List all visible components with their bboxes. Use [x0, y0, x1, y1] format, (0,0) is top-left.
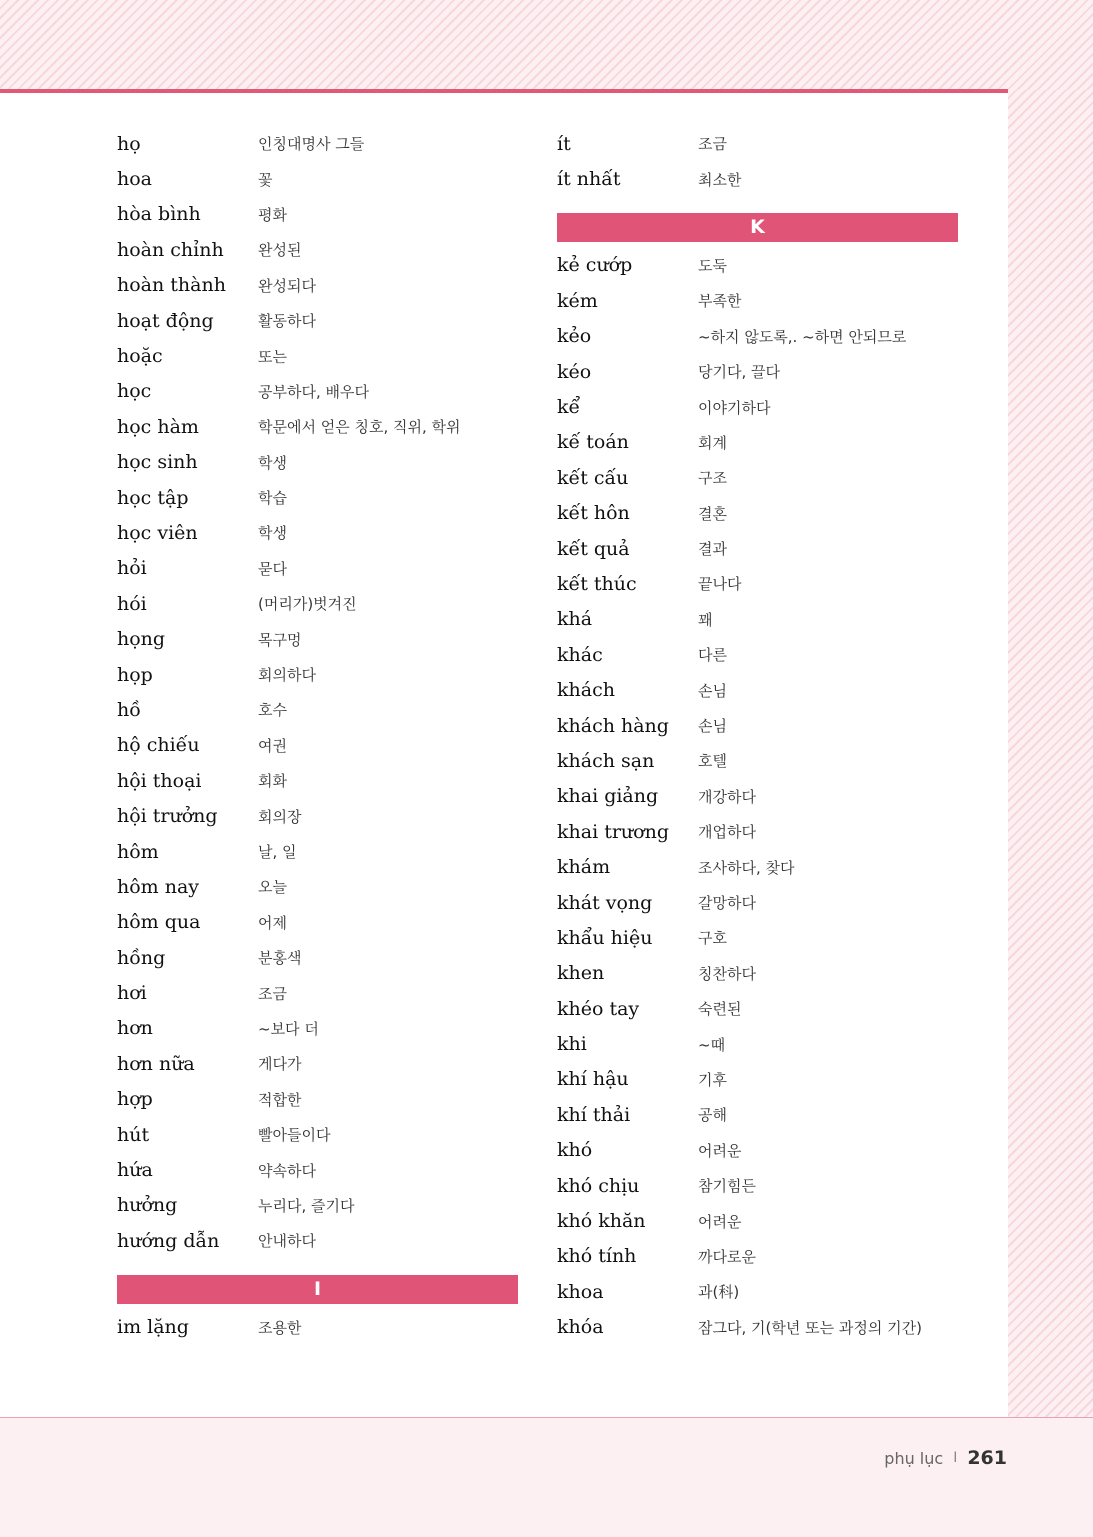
entry-meaning: 부족한 — [698, 292, 742, 311]
entry-meaning: 칭찬하다 — [698, 964, 756, 983]
entry-word: khó chịu — [557, 1174, 640, 1197]
entry-word: hôm — [117, 840, 159, 863]
entry-word: hôm qua — [117, 911, 201, 934]
dictionary-entry — [117, 728, 519, 763]
entry-word: khai trương — [557, 820, 669, 843]
entry-word: khi — [557, 1033, 587, 1056]
entry-meaning: 결과 — [698, 540, 727, 559]
entry-word: học tập — [117, 486, 189, 509]
entry-meaning: 적합한 — [258, 1090, 302, 1109]
dictionary-entry — [557, 248, 959, 283]
dictionary-entry — [557, 1026, 959, 1061]
entry-word: khó — [557, 1139, 593, 1162]
entry-meaning: 숙련된 — [698, 1000, 742, 1019]
header-stripe-band — [0, 0, 1093, 90]
dictionary-entry — [557, 1097, 959, 1132]
entry-meaning: 목구멍 — [258, 630, 302, 649]
dictionary-entry — [117, 303, 519, 338]
dictionary-entry — [557, 283, 959, 318]
dictionary-entry — [557, 1133, 959, 1168]
dictionary-entry — [117, 621, 519, 656]
entry-meaning: 참기힘든 — [698, 1177, 756, 1196]
entry-word: khám — [557, 856, 611, 879]
dictionary-entry — [117, 445, 519, 480]
dictionary-entry — [557, 1274, 959, 1309]
entry-meaning: 활동하다 — [258, 312, 316, 331]
entry-word: họp — [117, 663, 153, 686]
left-entry-list — [117, 126, 519, 1259]
entry-meaning: 잠그다, 기(학년 또는 과정의 기간) — [698, 1318, 922, 1337]
dictionary-entry — [557, 708, 959, 743]
entry-word: ít nhất — [557, 168, 621, 191]
entry-meaning: 학생 — [258, 453, 287, 472]
entry-word: hơi — [117, 982, 147, 1005]
section-i-entry-list — [117, 1310, 519, 1345]
dictionary-entry — [557, 779, 959, 814]
dictionary-entry — [117, 975, 519, 1010]
entry-word: học hàm — [117, 415, 199, 438]
entry-meaning: ~하지 않도록,. ~하면 안되므로 — [698, 327, 907, 346]
entry-meaning: 끝나다 — [698, 575, 742, 594]
dictionary-entry — [117, 1188, 519, 1223]
dictionary-entry — [557, 602, 959, 637]
dictionary-entry — [557, 672, 959, 707]
entry-word: hướng dẫn — [117, 1229, 220, 1252]
dictionary-entry — [557, 956, 959, 991]
entry-meaning: 오늘 — [258, 878, 287, 897]
dictionary-entry — [117, 268, 519, 303]
entry-meaning: 회의하다 — [258, 666, 316, 685]
entry-meaning: 까다로운 — [698, 1247, 756, 1266]
right-column — [557, 126, 959, 1345]
entry-meaning: 또는 — [258, 347, 287, 366]
footer-separator: I — [953, 1450, 958, 1466]
entry-meaning: 회의장 — [258, 807, 302, 826]
dictionary-entry — [117, 161, 519, 196]
entry-word: học viên — [117, 521, 198, 544]
entry-word: hội trưởng — [117, 805, 218, 828]
entry-meaning: 묻다 — [258, 559, 287, 578]
dictionary-entry — [557, 1239, 959, 1274]
entry-meaning: 조금 — [698, 135, 727, 154]
entry-word: hôm nay — [117, 875, 200, 898]
entry-word: khoa — [557, 1280, 604, 1303]
entry-meaning: 최소한 — [698, 170, 742, 189]
entry-word: khó khăn — [557, 1210, 646, 1233]
dictionary-entry — [117, 338, 519, 373]
entry-meaning: 완성된 — [258, 241, 302, 260]
entry-word: hơn — [117, 1017, 153, 1040]
dictionary-entry — [557, 389, 959, 424]
dictionary-entry — [117, 374, 519, 409]
dictionary-entry — [557, 354, 959, 389]
dictionary-entry — [557, 1203, 959, 1238]
entry-word: hộ chiếu — [117, 734, 200, 757]
entry-word: im lặng — [117, 1316, 189, 1339]
dictionary-entry — [117, 869, 519, 904]
dictionary-entry — [557, 460, 959, 495]
dictionary-entry — [117, 1117, 519, 1152]
dictionary-entry — [117, 692, 519, 727]
dictionary-entry — [117, 1082, 519, 1117]
entry-word: hơn nữa — [117, 1052, 195, 1075]
dictionary-entry — [557, 814, 959, 849]
entry-word: hồng — [117, 946, 166, 969]
entry-word: khí thải — [557, 1103, 631, 1126]
entry-word: khóa — [557, 1316, 604, 1339]
dictionary-entry — [557, 161, 959, 196]
dictionary-entry — [117, 551, 519, 586]
dictionary-entry — [117, 834, 519, 869]
entry-meaning: 개업하다 — [698, 823, 756, 842]
entry-word: hồ — [117, 698, 141, 721]
entry-word: họng — [117, 628, 166, 651]
left-column — [117, 126, 519, 1345]
dictionary-entry — [117, 232, 519, 267]
entry-meaning: 분홍색 — [258, 949, 302, 968]
dictionary-entry — [117, 126, 519, 161]
entry-meaning: 회계 — [698, 433, 727, 452]
footer-label: phụ lục — [884, 1448, 944, 1468]
section-header-k: K — [557, 213, 958, 242]
dictionary-entry — [557, 566, 959, 601]
dictionary-entry — [557, 991, 959, 1026]
entry-meaning: ~때 — [698, 1035, 726, 1054]
entry-word: hoàn chỉnh — [117, 238, 224, 261]
entry-meaning: 누리다, 즐기다 — [258, 1196, 355, 1215]
entry-word: hưởng — [117, 1194, 178, 1217]
entry-word: kết cấu — [557, 466, 629, 489]
page-footer — [884, 1447, 1007, 1469]
entry-word: khách — [557, 679, 615, 702]
entry-meaning: 어려운 — [698, 1212, 742, 1231]
dictionary-entry — [117, 1011, 519, 1046]
entry-word: khí hậu — [557, 1068, 629, 1091]
entry-word: học sinh — [117, 451, 198, 474]
entry-meaning: 게다가 — [258, 1055, 302, 1074]
page-number: 261 — [967, 1447, 1007, 1469]
entry-word: khéo tay — [557, 997, 640, 1020]
entry-word: kém — [557, 289, 598, 312]
dictionary-entry — [117, 480, 519, 515]
entry-word: hoặc — [117, 345, 163, 368]
entry-meaning: 공부하다, 배우다 — [258, 382, 369, 401]
dictionary-entry — [117, 197, 519, 232]
entry-meaning: 기후 — [698, 1070, 727, 1089]
entry-word: hỏi — [117, 557, 147, 580]
entry-meaning: 도둑 — [698, 256, 727, 275]
entry-word: kẻo — [557, 325, 592, 348]
dictionary-entry — [557, 743, 959, 778]
entry-meaning: 학문에서 얻은 칭호, 직위, 학위 — [258, 418, 461, 437]
entry-word: hợp — [117, 1088, 153, 1111]
entry-meaning: 평화 — [258, 205, 287, 224]
entry-meaning: 꽤 — [698, 610, 713, 629]
side-stripe-band — [1008, 90, 1093, 1417]
entry-word: kéo — [557, 360, 592, 383]
entry-word: kế toán — [557, 431, 629, 454]
dictionary-entry — [117, 1046, 519, 1081]
entry-word: kể — [557, 396, 581, 419]
dictionary-entry — [117, 1223, 519, 1258]
entry-word: hói — [117, 592, 147, 615]
entry-word: khó tính — [557, 1245, 637, 1268]
dictionary-entry — [117, 1152, 519, 1187]
entry-meaning: ~보다 더 — [258, 1019, 319, 1038]
entry-meaning: 인칭대명사 그들 — [258, 135, 365, 154]
right-entry-list — [557, 126, 959, 197]
dictionary-entry — [117, 515, 519, 550]
entry-word: họ — [117, 132, 141, 155]
dictionary-entry — [557, 1310, 959, 1345]
dictionary-entry — [117, 798, 519, 833]
entry-word: kẻ cướp — [557, 254, 633, 277]
entry-meaning: 완성되다 — [258, 276, 316, 295]
entry-meaning: 손님 — [698, 681, 727, 700]
entry-meaning: 어제 — [258, 913, 287, 932]
dictionary-entry — [557, 1062, 959, 1097]
dictionary-entry — [557, 637, 959, 672]
dictionary-entry — [557, 425, 959, 460]
entry-meaning: 호텔 — [698, 752, 727, 771]
entry-meaning: 당기다, 끌다 — [698, 363, 780, 382]
entry-word: học — [117, 380, 152, 403]
entry-word: hoạt động — [117, 309, 214, 332]
dictionary-entry — [117, 763, 519, 798]
dictionary-entry — [557, 126, 959, 161]
dictionary-entry — [557, 496, 959, 531]
entry-meaning: 회화 — [258, 772, 287, 791]
entry-word: hoàn thành — [117, 274, 226, 297]
entry-meaning: 안내하다 — [258, 1232, 316, 1251]
dictionary-entry — [557, 1168, 959, 1203]
entry-meaning: 갈망하다 — [698, 894, 756, 912]
dictionary-entry — [117, 940, 519, 975]
entry-meaning: 여권 — [258, 736, 287, 755]
entry-meaning: 빨아들이다 — [258, 1126, 331, 1145]
entry-word: hoa — [117, 168, 153, 191]
footer-band — [0, 1417, 1093, 1537]
entry-word: hội thoại — [117, 769, 202, 792]
header-rule — [0, 89, 1008, 93]
entry-word: kết thúc — [557, 572, 637, 595]
entry-meaning: 조용한 — [258, 1318, 302, 1337]
entry-meaning: 손님 — [698, 717, 727, 736]
entry-meaning: 다른 — [698, 646, 727, 665]
entry-word: hứa — [117, 1159, 153, 1182]
dictionary-entry — [117, 586, 519, 621]
dictionary-entry — [117, 657, 519, 692]
dictionary-entry — [117, 905, 519, 940]
entry-meaning: 날, 일 — [258, 843, 297, 861]
entry-word: khát vọng — [557, 891, 653, 914]
entry-meaning: 조사하다, 찾다 — [698, 858, 795, 877]
entry-word: khá — [557, 608, 593, 631]
entry-word: ít — [557, 132, 571, 155]
dictionary-entry — [117, 1310, 519, 1345]
dictionary-entry — [557, 319, 959, 354]
entry-meaning: 꽃 — [258, 170, 273, 189]
entry-meaning: 과(科) — [698, 1283, 740, 1302]
entry-word: khách hàng — [557, 714, 669, 737]
entry-word: hòa bình — [117, 203, 201, 226]
entry-word: hút — [117, 1123, 150, 1146]
entry-meaning: 구호 — [698, 929, 727, 948]
entry-word: khẩu hiệu — [557, 926, 653, 949]
entry-meaning: 개강하다 — [698, 787, 756, 806]
dictionary-entry — [557, 531, 959, 566]
dictionary-entry — [117, 409, 519, 444]
entry-word: khách sạn — [557, 749, 655, 772]
section-k-entry-list — [557, 248, 959, 1345]
entry-meaning: 학습 — [258, 489, 287, 508]
entry-word: kết hôn — [557, 502, 630, 525]
entry-word: khác — [557, 643, 603, 666]
entry-meaning: 어려운 — [698, 1141, 742, 1160]
entry-meaning: 이야기하다 — [698, 398, 771, 417]
entry-meaning: 결혼 — [698, 504, 727, 523]
section-header-i: I — [117, 1275, 518, 1304]
entry-meaning: 조금 — [258, 984, 287, 1003]
entry-meaning: 약속하다 — [258, 1161, 316, 1180]
dictionary-entry — [557, 849, 959, 884]
entry-meaning: 호수 — [258, 701, 287, 720]
entry-word: kết quả — [557, 537, 630, 560]
entry-meaning: 공해 — [698, 1106, 727, 1125]
entry-meaning: 구조 — [698, 469, 727, 488]
entry-word: khen — [557, 962, 605, 985]
dictionary-entry — [557, 885, 959, 920]
entry-meaning: (머리가)벗겨진 — [258, 595, 357, 614]
dictionary-entry — [557, 920, 959, 955]
entry-word: khai giảng — [557, 785, 659, 808]
entry-meaning: 학생 — [258, 524, 287, 543]
